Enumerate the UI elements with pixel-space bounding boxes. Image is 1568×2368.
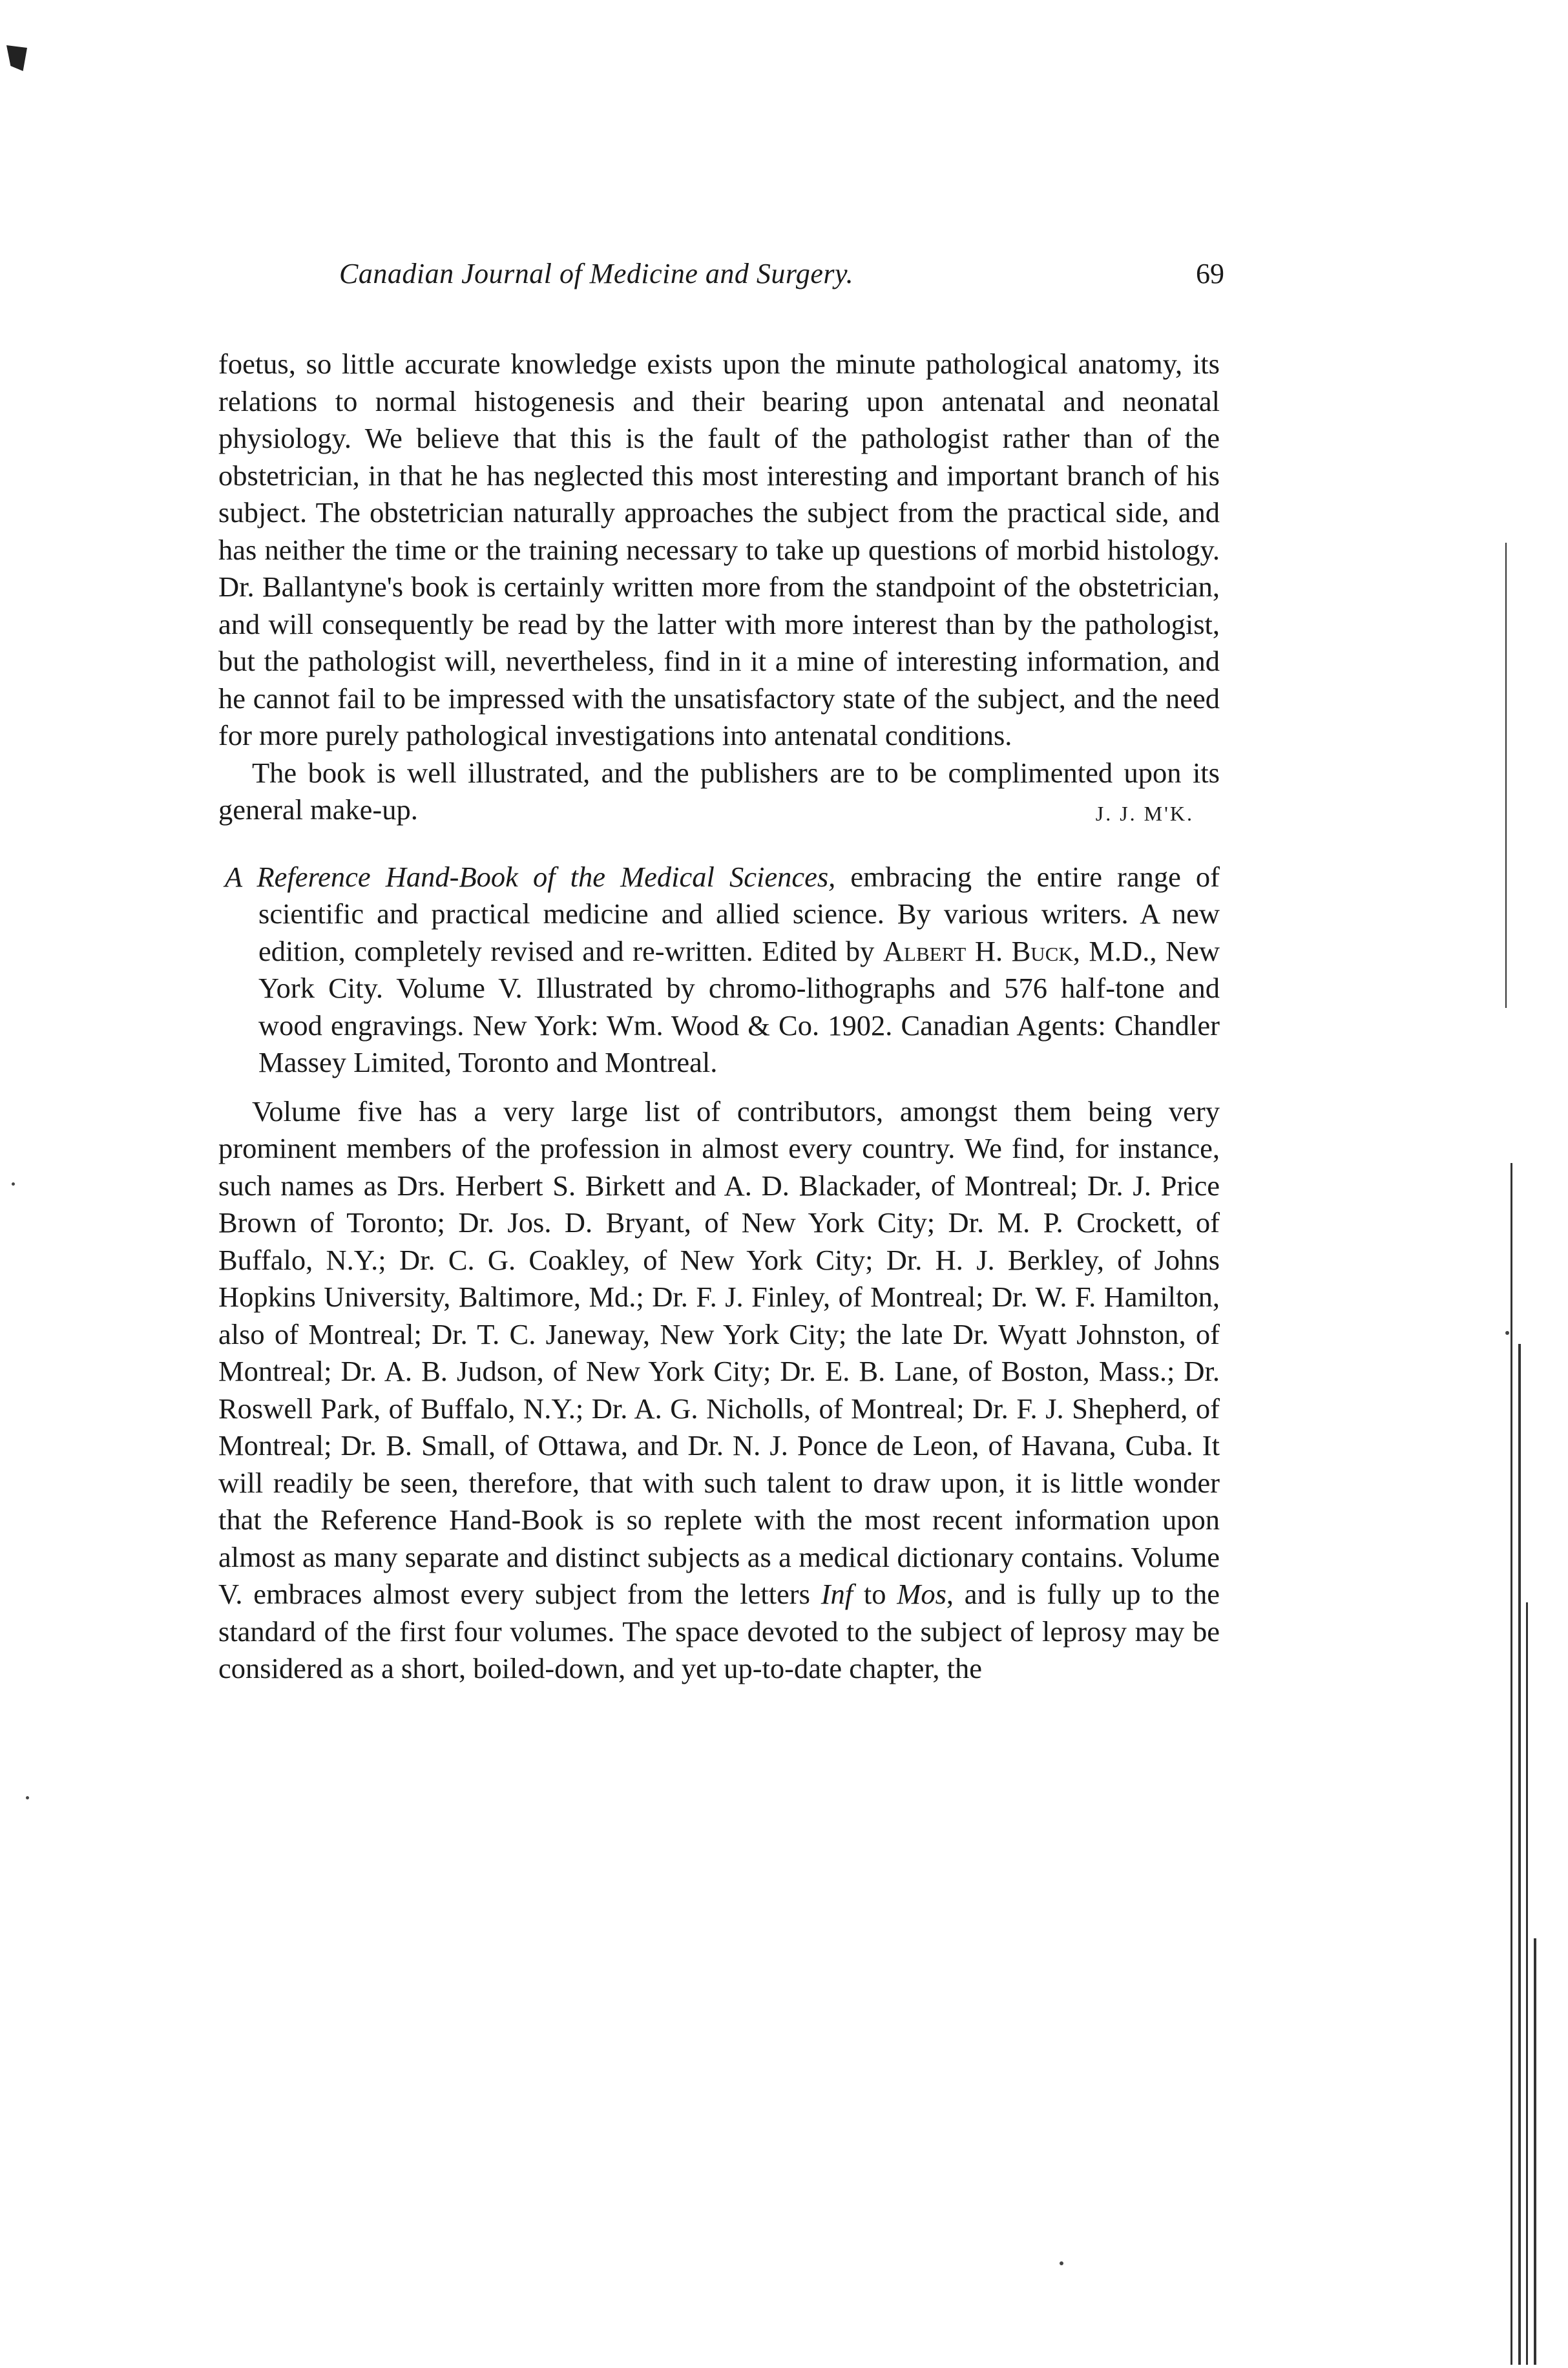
margin-speck (1060, 2261, 1063, 2265)
review-text: , and is fully up to the standard of the first four volumes. The space devoted to the subject of leprosy may be considered as a short, boiled-down, and yet up-to-date chapter, the (218, 1578, 1220, 1684)
book-citation (218, 859, 1220, 1082)
review-paragraph: foetus, so little accurate knowledge exists upon the minute pathological anatomy, its relations to normal histogenesis and their bearing upon antenatal and neonatal physiology. We believe that this is the fault of the pathologist rather than of the obstetrician, in that he has neglected this most interesting and important branch of his subject. The obstetrician naturally approaches the subject from the practical side, and has neither the time or the training necessary to take up questions of morbid histology. Dr. Ballantyne's book is certainly written more from the standpoint of the obstetrician, and will consequently be read by the latter with more interest than by the pathologist, but the pathologist will, nevertheless, find in it a mine of interesting information, and he cannot fail to be impressed with the unsatisfactory state of the subject, and the need for more purely pathological investigations into antenatal conditions. (218, 348, 1220, 751)
binding-rule (1505, 543, 1507, 1008)
journal-title: Canadian Journal of Medicine and Surgery. (339, 258, 854, 289)
page-number: 69 (1196, 258, 1224, 289)
review-closing (218, 755, 1220, 829)
binding-rule (1511, 1163, 1512, 2365)
review-text: to (853, 1578, 897, 1610)
editor-name: Albert H. Buck (883, 934, 1073, 967)
citation-text: embracing the entire range of scientific and practical medicine and allied science. By various writers. A new edition, completely revised and re-written. Edited by (258, 860, 1220, 967)
reviewer-initials: J. J. M'K. (1095, 802, 1194, 825)
review-text: Volume five has a very large list of contributors, amongst them being very prominent members of the profession in almost every country. We find, for instance, such names as Drs. Herbert S. Birkett and A. D. Blackader, of Montreal; Dr. J. Price Brown of Toronto; Dr. Jos. D. Bryant, of New York City; Dr. M. P. Crockett, of Buffalo, N.Y.; Dr. C. G. Coakley, of New York City; Dr. H. J. Berkley, of Johns Hopkins University, Baltimore, Md.; Dr. F. J. Finley, of Montreal; Dr. W. F. Hamilton, also of Montreal; Dr. T. C. Janeway, New York City; the late Dr. Wyatt Johnston, of Montreal; Dr. A. B. Judson, of New York City; Dr. E. B. Lane, of Boston, Mass.; Dr. Roswell Park, of Buffalo, N.Y.; Dr. A. G. Nicholls, of Montreal; Dr. F. J. Shepherd, of Montreal; Dr. B. Small, of Ottawa, and Dr. N. J. Ponce de Leon, of Havana, Cuba. It will readily be seen, therefore, that with such talent to draw upon, it is little wonder that the Reference Hand-Book is so replete with the most recent information upon almost as many separate and distinct subjects as a medical dictionary contains. Volume V. embraces almost every subject from the letters (218, 1095, 1220, 1610)
binding-rule (1526, 1602, 1528, 2365)
citation-text: , M.D., New York City. Volume V. Illustrated by chromo-lithographs and 576 half-tone and wood engravings. New York: Wm. Wood & Co. 1902. Canadian Agents: Chandler Massey Limited, Toronto and Montreal. (258, 934, 1220, 1078)
binding-rule (1518, 1344, 1521, 2365)
margin-speck (26, 1796, 29, 1799)
review-paragraph (218, 1093, 1220, 1688)
corner-mark (6, 45, 27, 71)
review-paragraph: The book is well illustrated, and the publishers are to be complimented upon its general make-up. (218, 756, 1220, 826)
letters-from: Inf (821, 1578, 853, 1610)
letters-to: Mos (897, 1578, 946, 1610)
margin-speck (12, 1182, 15, 1186)
book-title: A Reference Hand-Book of the Medical Sciences, (225, 860, 836, 893)
article-body (218, 346, 1220, 1688)
margin-speck (1505, 1331, 1509, 1335)
binding-rule (1534, 1938, 1536, 2365)
running-header (339, 257, 1224, 302)
